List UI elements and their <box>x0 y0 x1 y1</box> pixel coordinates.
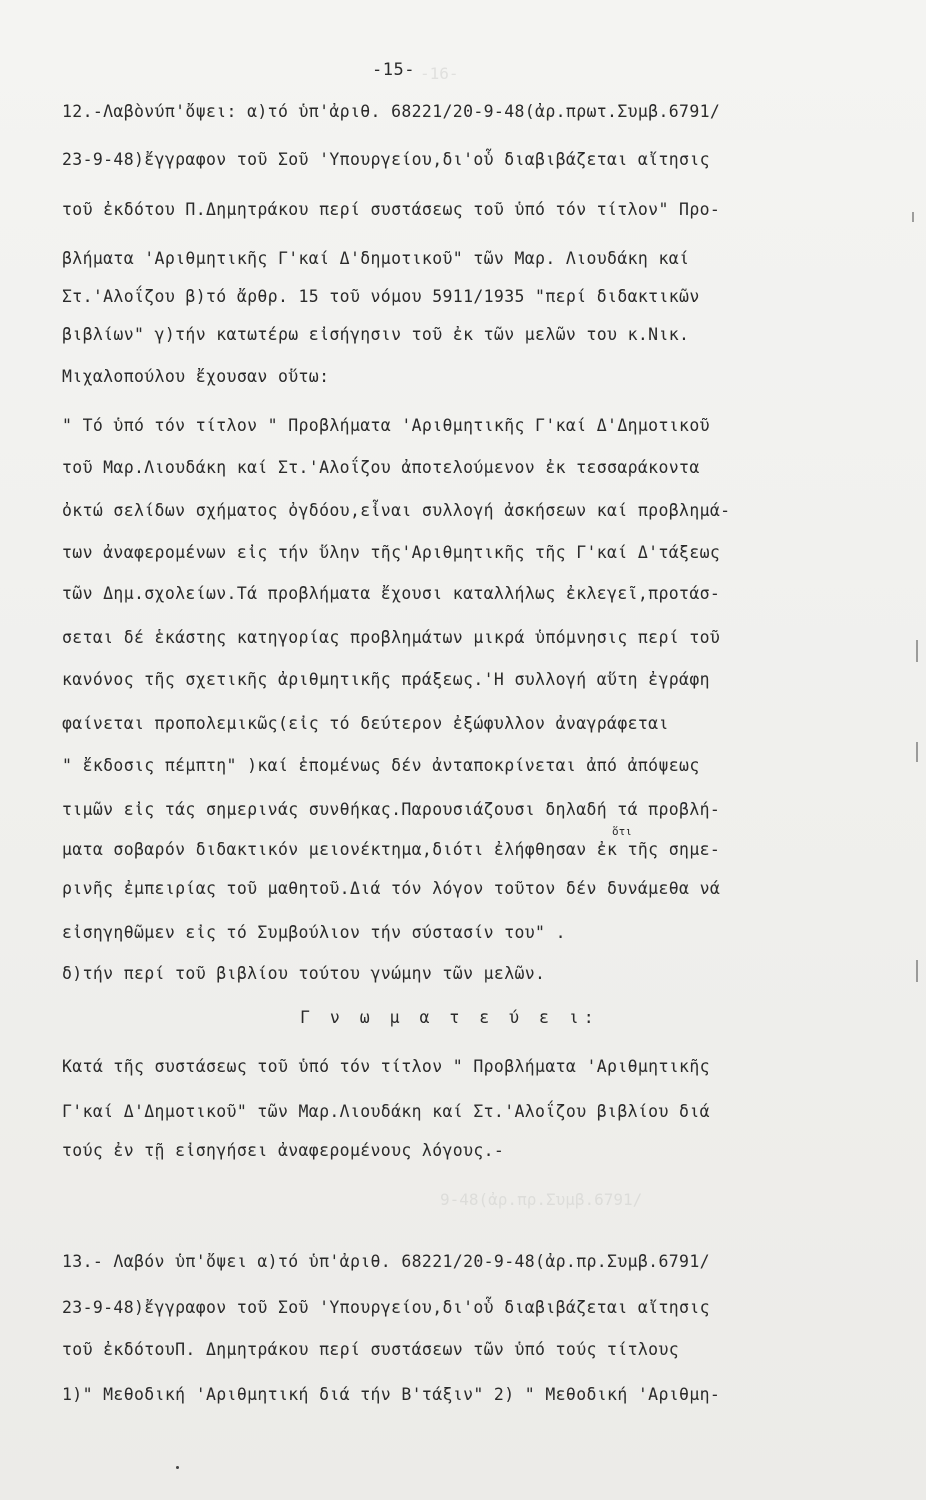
text-line: τοῦ ἐκδότουΠ. Δημητράκου περί συστάσεων τῶν ὑπό τούς τίτλους <box>62 1340 680 1359</box>
text-line: 1)" Μεθοδική 'Αριθμητική διά τήν Β'τάξιν" 2) " Μεθοδική 'Αριθμη- <box>62 1385 721 1404</box>
decision-heading: Γ ν ω μ α τ ε ύ ε ι: <box>300 1008 599 1027</box>
page-number: -15- <box>372 60 415 80</box>
text-line: σεται δέ ἑκάστης κατηγορίας προβλημάτων μικρά ὑπόμνησις περί τοῦ <box>62 628 721 647</box>
text-line: Κατά τῆς συστάσεως τοῦ ὑπό τόν τίτλον " Προβλήματα 'Αριθμητικῆς <box>62 1057 710 1076</box>
text-line: τῶν Δημ.σχολείων.Τά προβλήματα ἔχουσι καταλλήλως ἐκλεγεῖ,προτάσ- <box>62 584 721 603</box>
text-line: τούς ἐν τῇ εἰσηγήσει ἀναφερομένους λόγους.- <box>62 1141 505 1160</box>
text-line: " ἔκδοσις πέμπτη" )καί ἑπομένως δέν ἀνταποκρίνεται ἀπό ἀπόψεως <box>62 756 700 775</box>
handwritten-correction: ὅτι <box>612 825 632 838</box>
text-line: " Τό ὑπό τόν τίτλον " Προβλήματα 'Αριθμητικῆς Γ'καί Δ'Δημοτικοῦ <box>62 416 710 435</box>
text-line: 23-9-48)ἔγγραφον τοῦ Σοῦ 'Υπουργείου,δι'οὗ διαβιβάζεται αἴτησις <box>62 150 710 169</box>
text-line: Μιχαλοπούλου ἔχουσαν οὕτω: <box>62 367 330 386</box>
text-line: των ἀναφερομένων εἰς τήν ὕλην τῆς'Αριθμητικῆς τῆς Γ'καί Δ'τάξεως <box>62 543 721 562</box>
text-line: εἰσηγηθῶμεν εἰς τό Συμβούλιον τήν σύστασίν του" . <box>62 923 566 942</box>
text-line: ρινῆς ἐμπειρίας τοῦ μαθητοῦ.Διά τόν λόγον τοῦτον δέν δυνάμεθα νά <box>62 879 721 898</box>
text-line: 23-9-48)ἔγγραφον τοῦ Σοῦ 'Υπουργείου,δι'οὗ διαβιβάζεται αἴτησις <box>62 1298 710 1317</box>
text-line: δ)τήν περί τοῦ βιβλίου τούτου γνώμην τῶν μελῶν. <box>62 964 546 983</box>
text-line: τοῦ Μαρ.Λιουδάκη καί Στ.'Αλοΐζου ἀποτελούμενον ἐκ τεσσαράκοντα <box>62 458 700 477</box>
bleed-through-text: 9-48(ἀρ.πρ.Συμβ.6791/ <box>440 1190 643 1209</box>
text-line: Στ.'Αλοΐζου β)τό ἄρθρ. 15 τοῦ νόμου 5911/1935 "περί διδακτικῶν <box>62 287 700 306</box>
text-line: τιμῶν εἰς τάς σημερινάς συνθήκας.Παρουσιάζουσι δηλαδή τά προβλή- <box>62 800 721 819</box>
stray-mark <box>176 1466 179 1469</box>
text-line: βλήματα 'Αριθμητικῆς Γ'καί Δ'δημοτικοῦ" τῶν Μαρ. Λιουδάκη καί <box>62 249 690 268</box>
margin-mark <box>916 742 918 762</box>
text-line: ὀκτώ σελίδων σχήματος ὀγδόου,εἶναι συλλογή ἀσκήσεων καί προβλημά- <box>62 501 731 520</box>
text-line: 13.- Λαβόν ὑπ'ὄψει α)τό ὑπ'ἀριθ. 68221/20-9-48(ἀρ.πρ.Συμβ.6791/ <box>62 1252 710 1271</box>
text-line: τοῦ ἐκδότου Π.Δημητράκου περί συστάσεως τοῦ ὑπό τόν τίτλον" Προ- <box>62 200 721 219</box>
margin-mark <box>916 960 918 982</box>
margin-mark <box>916 640 918 662</box>
bleed-through-text: -16- <box>420 64 459 83</box>
text-line: φαίνεται προπολεμικῶς(εἰς τό δεύτερον ἐξώφυλλον ἀναγράφεται <box>62 714 669 733</box>
text-line: βιβλίων" γ)τήν κατωτέρω εἰσήγησιν τοῦ ἐκ τῶν μελῶν του κ.Νικ. <box>62 325 690 344</box>
text-line: κανόνος τῆς σχετικῆς ἀριθμητικῆς πράξεως.'Η συλλογή αὕτη ἐγράφη <box>62 670 710 689</box>
text-line: ματα σοβαρόν διδακτικόν μειονέκτημα,διότι ἐλήφθησαν ἐκ τῆς σημε- <box>62 840 721 859</box>
margin-mark <box>912 212 914 222</box>
text-line: 12.-Λαβὸνύπ'ὄψει: α)τό ὑπ'ἀριθ. 68221/20-9-48(ἀρ.πρωτ.Συμβ.6791/ <box>62 102 721 121</box>
text-line: Γ'καί Δ'Δημοτικοῦ" τῶν Μαρ.Λιουδάκη καί Στ.'Αλοΐζου βιβλίου διά <box>62 1102 710 1121</box>
